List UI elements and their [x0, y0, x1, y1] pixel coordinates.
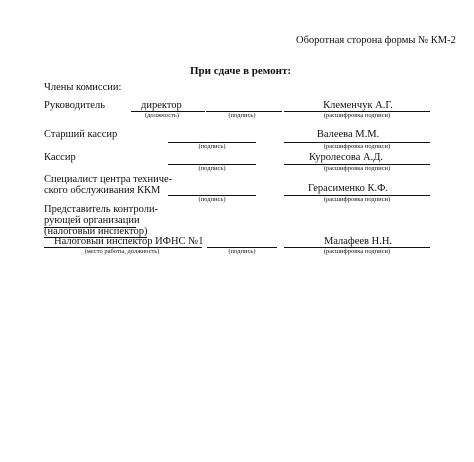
caption-signature: (подпись) [198, 143, 226, 150]
caption-signature-decoding: (расшифровка подписи) [323, 143, 391, 150]
head-position-value: директор [141, 100, 182, 111]
caption-signature-decoding: (расшифровка подписи) [323, 112, 391, 119]
caption-signature: (подпись) [198, 196, 226, 203]
role-representative-line2: рующей организации [44, 215, 140, 226]
caption-signature: (подпись) [228, 112, 256, 119]
head-name-value: Клеменчук А.Г. [323, 100, 393, 111]
specialist-name-value: Герасименко К.Ф. [307, 183, 389, 194]
form-side-label: Оборотная сторона формы № КМ-2 [296, 35, 456, 46]
section-title: При сдаче в ремонт: [190, 65, 292, 77]
commission-label: Члены комиссии: [44, 82, 122, 93]
senior-cashier-name-value: Валеева М.М. [316, 129, 380, 140]
caption-workplace-position: (место работы, должность) [84, 248, 160, 255]
role-representative-line1: Представитель контроли- [44, 204, 159, 215]
role-senior-cashier: Старший кассир [44, 129, 118, 140]
caption-signature-decoding: (расшифровка подписи) [323, 196, 391, 203]
role-cashier: Кассир [44, 152, 76, 163]
caption-signature-decoding: (расшифровка подписи) [323, 165, 391, 172]
representative-name-value: Малафеев Н.Н. [323, 236, 393, 247]
role-specialist-line1: Специалист центра техниче- [44, 174, 173, 185]
cashier-name-value: Куролесова А.Д. [309, 152, 383, 163]
role-specialist-line2: ского обслуживания ККМ [44, 185, 161, 196]
caption-signature-decoding: (расшифровка подписи) [323, 248, 391, 255]
caption-signature: (подпись) [198, 165, 226, 172]
role-representative-line3: (налоговый инспектор) [44, 226, 148, 237]
representative-workplace-value: Налоговый инспектор ИФНС №1 [54, 236, 204, 247]
caption-position: (должность) [144, 112, 180, 119]
role-head: Руководитель [44, 100, 105, 111]
caption-signature: (подпись) [228, 248, 256, 255]
